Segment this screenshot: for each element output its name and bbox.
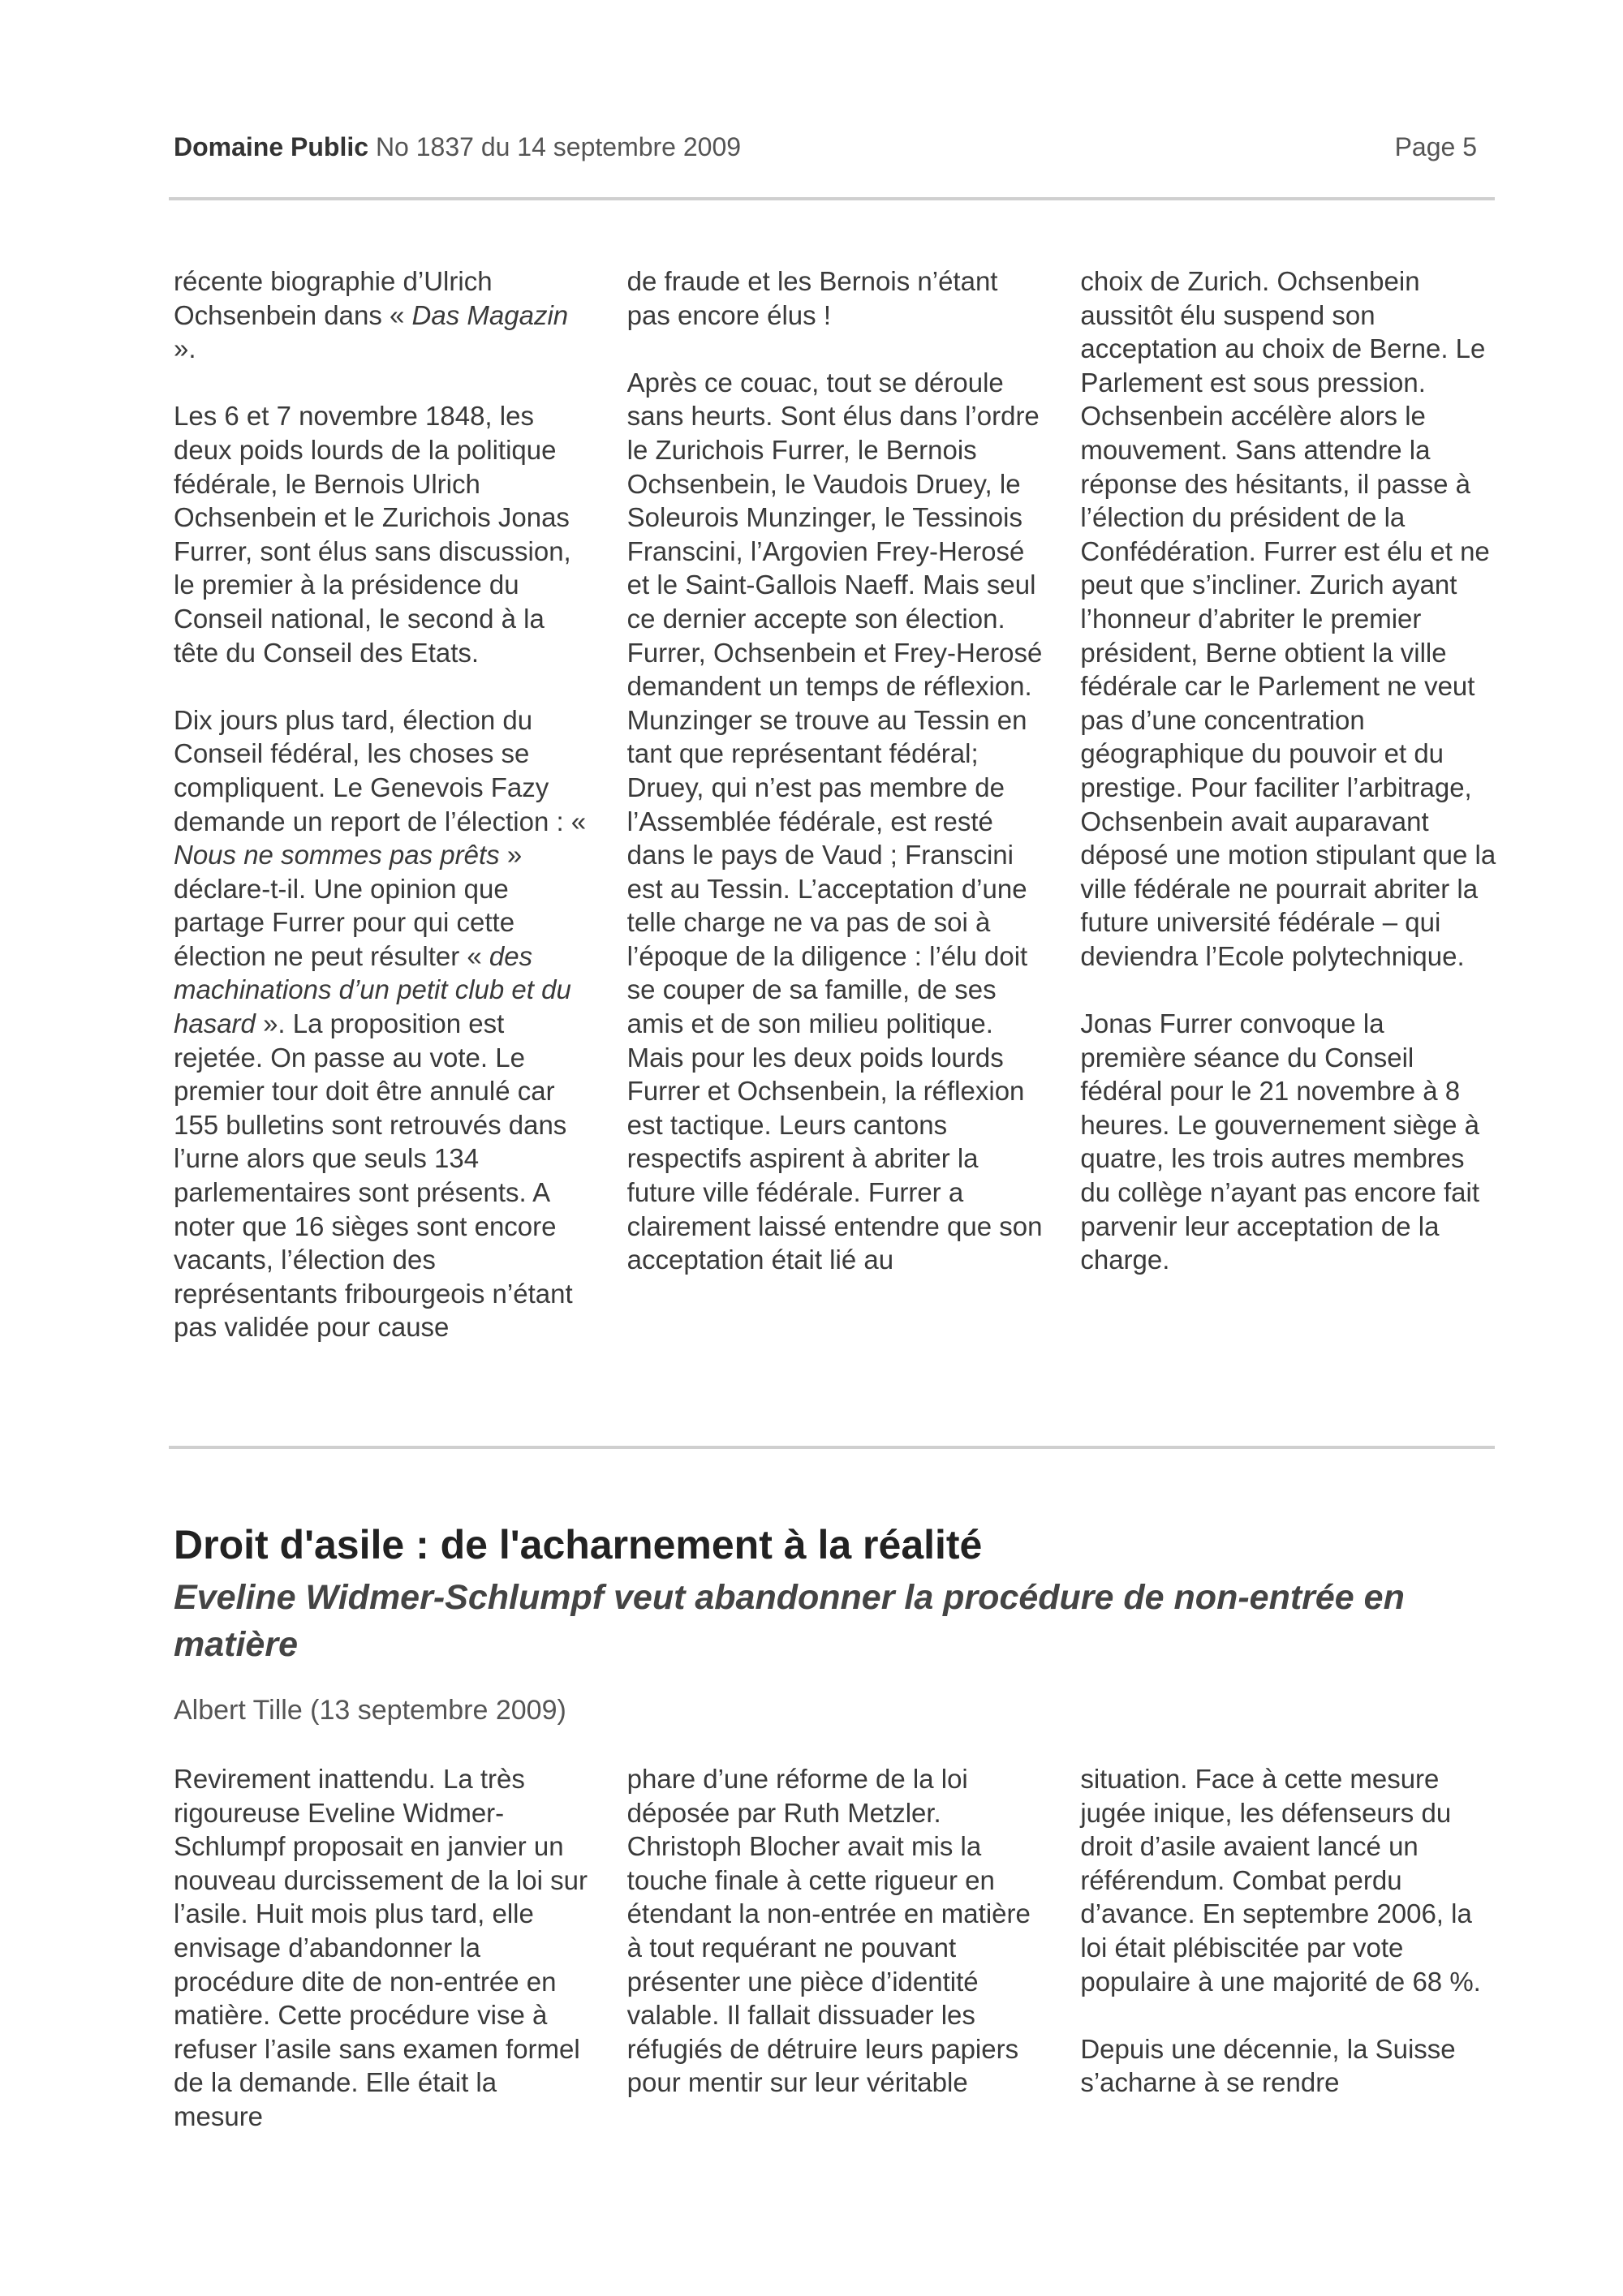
paragraph: de fraude et les Bernois n’étant pas encore élus ! [626, 266, 998, 330]
quote: des machinations d’un petit club et du hasard [174, 940, 571, 1039]
paragraph [174, 703, 590, 1344]
paragraph: Après ce couac, tout se déroule sans heurts. Sont élus dans l’ordre le Zurichois Furrer, le Bernois Ochsenbein, le Vaudois Druey, le Soleurois Munzinger, le Tessinois Franscini, l’Argovien Frey-Herosé et le Saint-Gallois Naeff. Mais seul ce dernier accepte son élection. Furrer, Ochsenbein et Frey-Herosé demandent un temps de réflexion. Munzinger se trouve au Tessin en tant que représentant fédéral; Druey, qui n’est pas membre de l’Assemblée fédérale, est resté dans le pays de Vaud ; Franscini est au Tessin. L’acceptation d’une telle charge ne va pas de soi à l’époque de la diligence : l’élu doit se couper de sa famille, de ses amis et de son milieu politique. Mais pour les deux poids lourds Furrer et Ochsenbein, la réflexion est tactique. Leurs cantons respectifs aspirent à abriter la future ville fédérale. Furrer a clairement laissé entendre que son acceptation était lié au [626, 367, 1043, 1275]
paragraph: Revirement inattendu. La très rigoureuse Eveline Widmer-Schlumpf proposait en janvier un nouveau durcissement de la loi sur l’asile. Huit mois plus tard, elle envisage d’abandonner la procédure dite de non-entrée en matière. Cette procédure vise à refuser l’asile sans examen formel de la demande. Elle était la mesure [174, 1764, 588, 2131]
text-run: récente biographie d’Ulrich Ochsenbein dans « [174, 266, 493, 330]
page-number: Page 5 [1394, 132, 1477, 161]
paragraph: Les 6 et 7 novembre 1848, les deux poids lourds de la politique fédérale, le Bernois Ulrich Ochsenbein et le Zurichois Jonas Furrer, sont élus sans discussion, le premier à la présidence du Conseil national, le second à la tête du Conseil des Etats. [174, 401, 571, 668]
article-body [174, 1762, 1496, 2134]
paragraph [174, 264, 590, 366]
previous-article-body [174, 264, 1496, 1344]
text-column-2 [627, 264, 1044, 1344]
page-header [174, 132, 1495, 171]
text-column-2 [627, 1762, 1044, 2134]
article-title: Droit d'asile : de l'acharnement à la réalité [174, 1522, 983, 1567]
paragraph: phare d’une réforme de la loi déposée par Ruth Metzler. Christoph Blocher avait mis la touche finale à cette rigueur en étendant la non-entrée en matière à tout requérant ne pouvant présenter une pièce d’identité valable. Il fallait dissuader les réfugiés de détruire leurs papiers pour mentir sur leur véritable [626, 1764, 1031, 2098]
magazine-title: Das Magazin [411, 299, 569, 330]
quote: Nous ne sommes pas prêts [174, 840, 500, 871]
text-column-1 [174, 1762, 590, 2134]
paragraph: choix de Zurich. Ochsenbein aussitôt élu suspend son acceptation au choix de Berne. Le Parlement est sous pression. Ochsenbein accélère alors le mouvement. Sans attendre la réponse des hésitants, il passe à l’élection du président de la Confédération. Furrer est élu et ne peut que s’incliner. Zurich ayant l’honneur d’abriter le premier président, Berne obtient la ville fédérale car le Parlement ne veut pas d’une concentration géographique du pouvoir et du prestige. Pour faciliter l’arbitrage, Ochsenbein avait auparavant déposé une motion stipulant que la ville fédérale ne pourrait abriter la future université fédérale – qui deviendra l’Ecole polytechnique. [1080, 266, 1496, 971]
paragraph: Depuis une décennie, la Suisse s’acharne à se rendre [1080, 2033, 1456, 2098]
header-divider [169, 197, 1495, 200]
article-divider [169, 1446, 1495, 1449]
issue-info: No 1837 du 14 septembre 2009 [375, 132, 742, 161]
paragraph: situation. Face à cette mesure jugée inique, les défenseurs du droit d’asile avaient lancé un référendum. Combat perdu d’avance. En septembre 2006, la loi était plébiscitée par vote populaire à une majorité de 68 %. [1080, 1764, 1481, 1997]
text-column-3 [1080, 264, 1496, 1344]
text-run: Dix jours plus tard, élection du Conseil fédéral, les choses se compliquent. Le Genevois Fazy demande un report de l’élection : « [174, 704, 587, 836]
text-run: ». La proposition est rejetée. On passe au vote. Le premier tour doit être annulé car 155 bulletins sont retrouvés dans l’urne alors que seuls 134 parlementaires sont présents. A noter que 16 sièges sont encore vacants, l’élection des représentants fribourgeois n’étant pas validée pour cause [174, 1008, 573, 1343]
text-column-3 [1080, 1762, 1496, 2134]
text-run: ». [174, 333, 196, 364]
text-column-1 [174, 264, 590, 1344]
publication-name: Domaine Public [174, 132, 369, 161]
article-subtitle: Eveline Widmer-Schlumpf veut abandonner la procédure de non-entrée en matière [174, 1578, 1405, 1664]
paragraph: Jonas Furrer convoque la première séance du Conseil fédéral pour le 21 novembre à 8 heures. Le gouvernement siège à quatre, les trois autres membres du collège n’ayant pas encore fait parvenir leur acceptation de la charge. [1080, 1008, 1480, 1275]
text-run: » déclare-t-il. Une opinion que partage Furrer pour qui cette élection ne peut résulter « [174, 840, 523, 971]
article-byline: Albert Tille (13 septembre 2009) [174, 1695, 566, 1726]
